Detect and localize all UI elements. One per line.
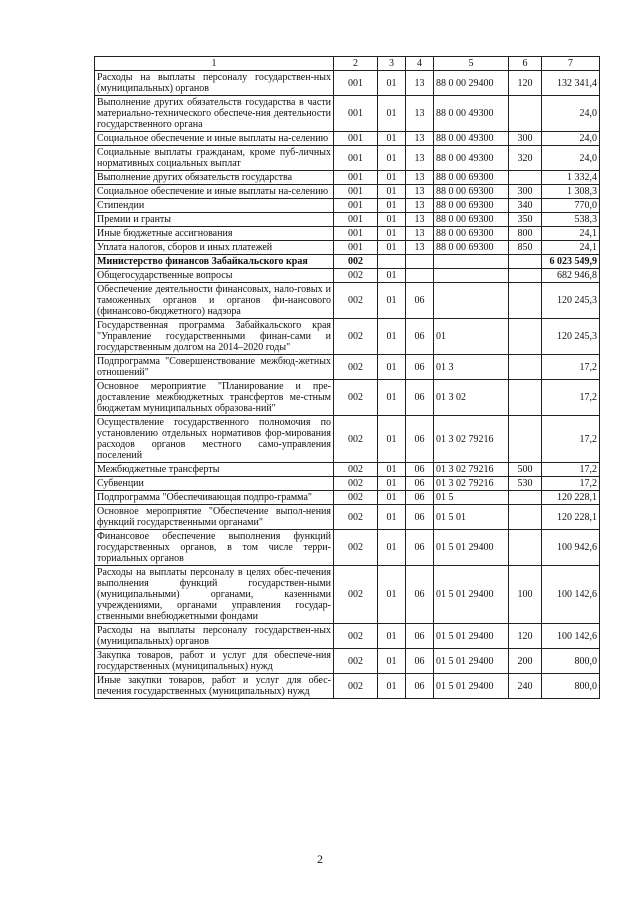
row-name: Социальное обеспечение и иные выплаты на-селению — [95, 185, 334, 199]
subsection-code: 13 — [406, 241, 434, 255]
table-row — [95, 674, 600, 699]
target-article-code: 88 0 00 49300 — [434, 132, 509, 146]
section-code: 01 — [378, 185, 406, 199]
amount: 17,2 — [542, 463, 600, 477]
section-code: 01 — [378, 566, 406, 624]
ministry-code: 002 — [334, 505, 378, 530]
table-row — [95, 649, 600, 674]
amount: 1 308,3 — [542, 185, 600, 199]
amount: 682 946,8 — [542, 269, 600, 283]
amount: 24,0 — [542, 96, 600, 132]
ministry-code: 002 — [334, 255, 378, 269]
expense-type-code — [509, 269, 542, 283]
section-code: 01 — [378, 416, 406, 463]
section-code: 01 — [378, 283, 406, 319]
subsection-code: 06 — [406, 674, 434, 699]
expense-type-code: 530 — [509, 477, 542, 491]
section-code: 01 — [378, 463, 406, 477]
subsection-code: 06 — [406, 505, 434, 530]
table-row — [95, 505, 600, 530]
expense-type-code: 850 — [509, 241, 542, 255]
table-row — [95, 146, 600, 171]
subsection-code — [406, 255, 434, 269]
subsection-code: 06 — [406, 566, 434, 624]
ministry-code: 002 — [334, 530, 378, 566]
row-name: Осуществление государственного полномочия по установлению отдельных нормативов фор-мирования расходов органов местного само-управления поселений — [95, 416, 334, 463]
row-name: Финансовое обеспечение выполнения функций государственных органов, в том числе терри-ториальных органов — [95, 530, 334, 566]
ministry-code: 002 — [334, 491, 378, 505]
table-row — [95, 463, 600, 477]
row-name: Обеспечение деятельности финансовых, нало-говых и таможенных органов и органов фи-нансового (финансово-бюджетного) надзора — [95, 283, 334, 319]
row-name: Расходы на выплаты персоналу в целях обес-печения выполнения функций государствен-ными (муниципальными) органами, казенными учреждениями, органами управления государ-ственными внебюджетными фондами — [95, 566, 334, 624]
subsection-code: 13 — [406, 199, 434, 213]
expense-type-code — [509, 416, 542, 463]
target-article-code: 01 5 01 29400 — [434, 566, 509, 624]
row-name: Стипендии — [95, 199, 334, 213]
table-row — [95, 185, 600, 199]
column-header: 3 — [378, 57, 406, 71]
amount: 17,2 — [542, 355, 600, 380]
expense-type-code — [509, 530, 542, 566]
ministry-code: 002 — [334, 463, 378, 477]
budget-table — [94, 56, 600, 699]
subsection-code: 06 — [406, 624, 434, 649]
row-name: Основное мероприятие "Планирование и пре-доставление межбюджетных трансфертов ме-стным бюджетам муниципальных образова-ний" — [95, 380, 334, 416]
target-article-code: 01 3 02 79216 — [434, 416, 509, 463]
row-name: Расходы на выплаты персоналу государствен-ных (муниципальных) органов — [95, 71, 334, 96]
ministry-code: 001 — [334, 71, 378, 96]
table-row — [95, 255, 600, 269]
table-row — [95, 477, 600, 491]
section-code: 01 — [378, 146, 406, 171]
ministry-code: 002 — [334, 355, 378, 380]
column-header: 2 — [334, 57, 378, 71]
row-name: Министерство финансов Забайкальского края — [95, 255, 334, 269]
table-row — [95, 213, 600, 227]
target-article-code: 88 0 00 49300 — [434, 96, 509, 132]
amount: 24,1 — [542, 227, 600, 241]
target-article-code: 01 5 01 29400 — [434, 624, 509, 649]
ministry-code: 002 — [334, 649, 378, 674]
subsection-code: 13 — [406, 71, 434, 96]
section-code: 01 — [378, 71, 406, 96]
expense-type-code: 300 — [509, 132, 542, 146]
row-name: Общегосударственные вопросы — [95, 269, 334, 283]
expense-type-code — [509, 319, 542, 355]
amount: 24,0 — [542, 132, 600, 146]
ministry-code: 001 — [334, 132, 378, 146]
target-article-code: 88 0 00 69300 — [434, 185, 509, 199]
section-code: 01 — [378, 649, 406, 674]
subsection-code: 13 — [406, 96, 434, 132]
subsection-code: 13 — [406, 132, 434, 146]
row-name: Субвенции — [95, 477, 334, 491]
expense-type-code: 320 — [509, 146, 542, 171]
subsection-code: 06 — [406, 477, 434, 491]
target-article-code: 01 5 01 29400 — [434, 674, 509, 699]
column-header: 6 — [509, 57, 542, 71]
target-article-code: 01 5 — [434, 491, 509, 505]
expense-type-code — [509, 505, 542, 530]
subsection-code — [406, 269, 434, 283]
ministry-code: 002 — [334, 566, 378, 624]
section-code: 01 — [378, 491, 406, 505]
target-article-code: 01 3 — [434, 355, 509, 380]
section-code: 01 — [378, 505, 406, 530]
target-article-code: 88 0 00 69300 — [434, 213, 509, 227]
target-article-code: 88 0 00 69300 — [434, 227, 509, 241]
row-name: Премии и гранты — [95, 213, 334, 227]
target-article-code: 88 0 00 69300 — [434, 241, 509, 255]
table-row — [95, 199, 600, 213]
amount: 120 228,1 — [542, 491, 600, 505]
ministry-code: 001 — [334, 146, 378, 171]
table-row — [95, 171, 600, 185]
row-name: Подпрограмма "Обеспечивающая подпро-грамма" — [95, 491, 334, 505]
table-row — [95, 380, 600, 416]
row-name: Уплата налогов, сборов и иных платежей — [95, 241, 334, 255]
row-name: Межбюджетные трансферты — [95, 463, 334, 477]
expense-type-code — [509, 96, 542, 132]
expense-type-code — [509, 171, 542, 185]
section-code: 01 — [378, 227, 406, 241]
table-row — [95, 566, 600, 624]
ministry-code: 002 — [334, 380, 378, 416]
target-article-code: 01 3 02 — [434, 380, 509, 416]
ministry-code: 002 — [334, 319, 378, 355]
table-row — [95, 71, 600, 96]
amount: 1 332,4 — [542, 171, 600, 185]
section-code: 01 — [378, 624, 406, 649]
ministry-code: 001 — [334, 199, 378, 213]
subsection-code: 06 — [406, 649, 434, 674]
ministry-code: 002 — [334, 416, 378, 463]
ministry-code: 002 — [334, 269, 378, 283]
ministry-code: 001 — [334, 213, 378, 227]
section-code: 01 — [378, 171, 406, 185]
subsection-code: 06 — [406, 380, 434, 416]
target-article-code — [434, 283, 509, 319]
amount: 24,1 — [542, 241, 600, 255]
subsection-code: 13 — [406, 171, 434, 185]
section-code: 01 — [378, 674, 406, 699]
expense-type-code: 240 — [509, 674, 542, 699]
page-number: 2 — [317, 852, 323, 866]
expense-type-code: 340 — [509, 199, 542, 213]
amount: 120 245,3 — [542, 319, 600, 355]
section-code: 01 — [378, 477, 406, 491]
amount: 800,0 — [542, 649, 600, 674]
row-name: Подпрограмма "Совершенствование межбюд-жетных отношений" — [95, 355, 334, 380]
expense-type-code: 800 — [509, 227, 542, 241]
table-row — [95, 241, 600, 255]
ministry-code: 001 — [334, 171, 378, 185]
ministry-code: 001 — [334, 185, 378, 199]
column-header: 1 — [95, 57, 334, 71]
ministry-code: 002 — [334, 674, 378, 699]
section-code: 01 — [378, 355, 406, 380]
target-article-code: 01 5 01 29400 — [434, 649, 509, 674]
expense-type-code — [509, 355, 542, 380]
subsection-code: 13 — [406, 185, 434, 199]
row-name: Выполнение других обязательств государства — [95, 171, 334, 185]
row-name: Расходы на выплаты персоналу государствен-ных (муниципальных) органов — [95, 624, 334, 649]
table-row — [95, 319, 600, 355]
target-article-code: 88 0 00 69300 — [434, 171, 509, 185]
target-article-code: 88 0 00 49300 — [434, 146, 509, 171]
expense-type-code: 100 — [509, 566, 542, 624]
table-row — [95, 227, 600, 241]
table-header-row — [95, 57, 600, 71]
section-code: 01 — [378, 241, 406, 255]
ministry-code: 002 — [334, 283, 378, 319]
section-code: 01 — [378, 380, 406, 416]
target-article-code: 01 — [434, 319, 509, 355]
row-name: Иные бюджетные ассигнования — [95, 227, 334, 241]
table-row — [95, 96, 600, 132]
row-name: Социальное обеспечение и иные выплаты на-селению — [95, 132, 334, 146]
row-name: Социальные выплаты гражданам, кроме пуб-личных нормативных социальных выплат — [95, 146, 334, 171]
expense-type-code — [509, 255, 542, 269]
row-name: Основное мероприятие "Обеспечение выпол-нения функций государственными органами" — [95, 505, 334, 530]
target-article-code — [434, 269, 509, 283]
amount: 100 142,6 — [542, 566, 600, 624]
amount: 24,0 — [542, 146, 600, 171]
ministry-code: 001 — [334, 241, 378, 255]
expense-type-code — [509, 380, 542, 416]
column-header: 5 — [434, 57, 509, 71]
ministry-code: 002 — [334, 624, 378, 649]
target-article-code: 01 5 01 — [434, 505, 509, 530]
subsection-code: 06 — [406, 416, 434, 463]
row-name: Выполнение других обязательств государства в части материально-технического обеспече-ния деятельности государственного органа — [95, 96, 334, 132]
expense-type-code: 120 — [509, 71, 542, 96]
subsection-code: 06 — [406, 463, 434, 477]
target-article-code — [434, 255, 509, 269]
amount: 770,0 — [542, 199, 600, 213]
expense-type-code: 120 — [509, 624, 542, 649]
section-code: 01 — [378, 530, 406, 566]
ministry-code: 002 — [334, 477, 378, 491]
table-row — [95, 530, 600, 566]
subsection-code: 06 — [406, 355, 434, 380]
section-code: 01 — [378, 269, 406, 283]
table-row — [95, 132, 600, 146]
section-code: 01 — [378, 213, 406, 227]
table-row — [95, 491, 600, 505]
amount: 17,2 — [542, 380, 600, 416]
amount: 17,2 — [542, 477, 600, 491]
amount: 100 942,6 — [542, 530, 600, 566]
expense-type-code — [509, 491, 542, 505]
section-code: 01 — [378, 132, 406, 146]
amount: 538,3 — [542, 213, 600, 227]
target-article-code: 88 0 00 69300 — [434, 199, 509, 213]
row-name: Иные закупки товаров, работ и услуг для обес-печения государственных (муниципальных) нужд — [95, 674, 334, 699]
target-article-code: 01 3 02 79216 — [434, 463, 509, 477]
section-code — [378, 255, 406, 269]
subsection-code: 06 — [406, 491, 434, 505]
subsection-code: 13 — [406, 227, 434, 241]
section-code: 01 — [378, 199, 406, 213]
section-code: 01 — [378, 319, 406, 355]
ministry-code: 001 — [334, 227, 378, 241]
amount: 6 023 549,9 — [542, 255, 600, 269]
ministry-code: 001 — [334, 96, 378, 132]
table-row — [95, 355, 600, 380]
amount: 100 142,6 — [542, 624, 600, 649]
expense-type-code: 350 — [509, 213, 542, 227]
amount: 120 245,3 — [542, 283, 600, 319]
table-row — [95, 416, 600, 463]
row-name: Государственная программа Забайкальского края "Управление государственными финан-сами и государственным долгом на 2014–2020 годы" — [95, 319, 334, 355]
expense-type-code: 200 — [509, 649, 542, 674]
table-row — [95, 624, 600, 649]
amount: 120 228,1 — [542, 505, 600, 530]
amount: 800,0 — [542, 674, 600, 699]
expense-type-code — [509, 283, 542, 319]
table-row — [95, 269, 600, 283]
subsection-code: 06 — [406, 319, 434, 355]
column-header: 7 — [542, 57, 600, 71]
target-article-code: 01 3 02 79216 — [434, 477, 509, 491]
subsection-code: 06 — [406, 283, 434, 319]
target-article-code: 01 5 01 29400 — [434, 530, 509, 566]
expense-type-code: 500 — [509, 463, 542, 477]
table-row — [95, 283, 600, 319]
target-article-code: 88 0 00 29400 — [434, 71, 509, 96]
amount: 132 341,4 — [542, 71, 600, 96]
subsection-code: 13 — [406, 146, 434, 171]
row-name: Закупка товаров, работ и услуг для обеспече-ния государственных (муниципальных) нужд — [95, 649, 334, 674]
subsection-code: 06 — [406, 530, 434, 566]
amount: 17,2 — [542, 416, 600, 463]
expense-type-code: 300 — [509, 185, 542, 199]
section-code: 01 — [378, 96, 406, 132]
subsection-code: 13 — [406, 213, 434, 227]
column-header: 4 — [406, 57, 434, 71]
